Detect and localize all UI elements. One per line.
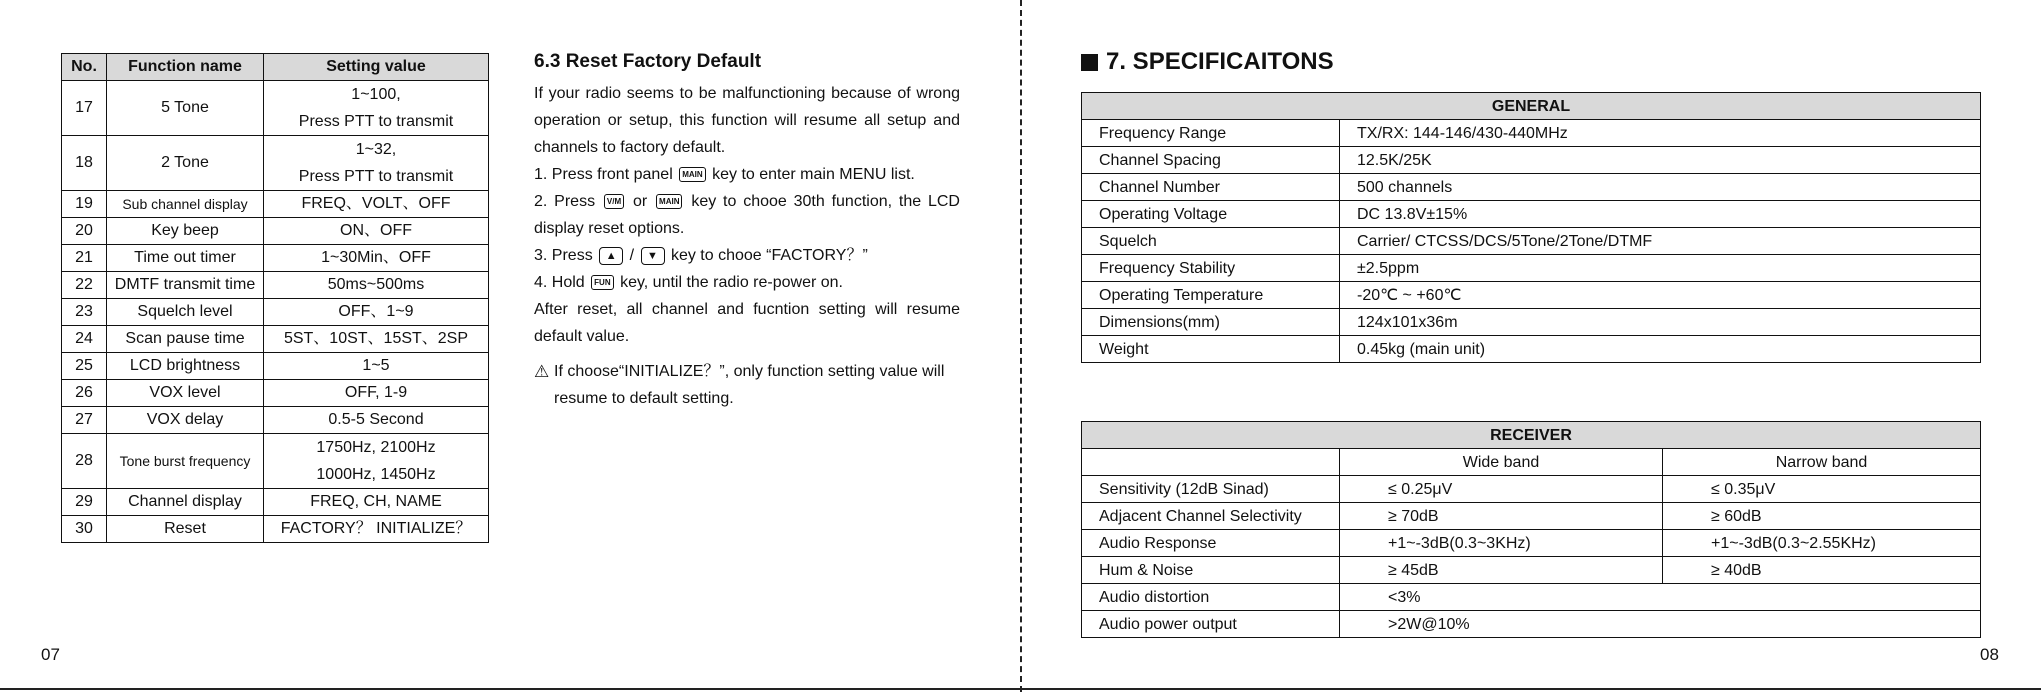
function-name: Reset [107, 516, 264, 543]
step3-separator: / [629, 247, 635, 264]
general-row [1082, 336, 1981, 363]
receiver-row [1082, 503, 1981, 530]
spec-label: Operating Temperature [1082, 282, 1340, 309]
general-row [1082, 147, 1981, 174]
reset-step-4 [534, 269, 960, 296]
function-no: 22 [62, 272, 107, 299]
reset-section [534, 50, 960, 412]
setting-value-line: OFF、1~9 [338, 303, 414, 320]
receiver-label: Sensitivity (12dB Sinad) [1082, 476, 1340, 503]
receiver-label: Audio Response [1082, 530, 1340, 557]
setting-value [264, 434, 489, 489]
vm-key-icon: V/M [604, 194, 624, 209]
spec-value: 12.5K/25K [1340, 147, 1981, 174]
receiver-row [1082, 476, 1981, 503]
up-arrow-key-icon: ▲ [599, 247, 623, 265]
spec-label: Frequency Stability [1082, 255, 1340, 282]
receiver-row [1082, 584, 1981, 611]
setting-value-line: 1~5 [362, 357, 390, 374]
function-no: 19 [62, 191, 107, 218]
function-no: 29 [62, 489, 107, 516]
setting-value [264, 245, 489, 272]
spec-label: Frequency Range [1082, 120, 1340, 147]
setting-value [264, 516, 489, 543]
main-key-icon: MAIN [679, 167, 705, 182]
reset-step-2 [534, 188, 960, 242]
table-row [62, 272, 489, 299]
setting-value-line: 0.5-5 Second [328, 411, 424, 428]
step4-text-a: 4. Hold [534, 274, 585, 291]
table-row [62, 218, 489, 245]
setting-value [264, 191, 489, 218]
receiver-narrow-band-header: Narrow band [1663, 449, 1981, 476]
receiver-label: Adjacent Channel Selectivity [1082, 503, 1340, 530]
table-row [62, 191, 489, 218]
setting-value-line: Press PTT to transmit [298, 113, 454, 130]
step3-text-a: 3. Press [534, 247, 593, 264]
general-header: GENERAL [1082, 93, 1981, 120]
setting-value-line: 5ST、10ST、15ST、2SP [283, 330, 469, 347]
step1-text-b: key to enter main MENU list. [712, 166, 915, 183]
reset-step-1 [534, 161, 960, 188]
general-row [1082, 228, 1981, 255]
page-divider [1020, 0, 1022, 692]
table-row [62, 353, 489, 380]
receiver-label: Audio power output [1082, 611, 1340, 638]
reset-title: 6.3 Reset Factory Default [534, 51, 762, 72]
function-name: Squelch level [107, 299, 264, 326]
setting-value-line: 1000Hz, 1450Hz [316, 466, 436, 483]
receiver-row [1082, 530, 1981, 557]
function-name: DMTF transmit time [107, 272, 264, 299]
setting-value [264, 218, 489, 245]
function-name: Scan pause time [107, 326, 264, 353]
table-row [62, 516, 489, 543]
receiver-wide-band-header: Wide band [1340, 449, 1663, 476]
function-no: 23 [62, 299, 107, 326]
setting-value-line: 50ms~500ms [327, 276, 425, 293]
setting-value [264, 136, 489, 191]
function-name: VOX delay [107, 407, 264, 434]
function-no: 17 [62, 81, 107, 136]
specifications-title-text: 7. SPECIFICAITONS [1106, 48, 1334, 75]
setting-value-line: 1~30Min、OFF [321, 249, 431, 266]
spec-value: Carrier/ CTCSS/DCS/5Tone/2Tone/DTMF [1340, 228, 1981, 255]
spec-value: ±2.5ppm [1340, 255, 1981, 282]
spec-value: TX/RX: 144-146/430-440MHz [1340, 120, 1981, 147]
down-arrow-key-icon: ▼ [641, 247, 665, 265]
table-row [62, 136, 489, 191]
step1-text-a: 1. Press front panel [534, 166, 673, 183]
function-table [61, 53, 489, 543]
spec-value: 500 channels [1340, 174, 1981, 201]
setting-value-line: FREQ, CH, NAME [310, 493, 442, 510]
header-function-name: Function name [107, 54, 264, 81]
receiver-wide-value: ≤ 0.25μV [1340, 476, 1663, 503]
spec-label: Operating Voltage [1082, 201, 1340, 228]
function-no: 27 [62, 407, 107, 434]
receiver-wide-value: ≥ 70dB [1340, 503, 1663, 530]
spec-label: Channel Number [1082, 174, 1340, 201]
receiver-row [1082, 611, 1981, 638]
setting-value-line: FACTORY？ INITIALIZE？ [280, 520, 472, 537]
setting-value-line: 1~32, [355, 141, 397, 158]
header-no: No. [62, 54, 107, 81]
reset-note [534, 358, 960, 412]
function-no: 25 [62, 353, 107, 380]
receiver-header: RECEIVER [1082, 422, 1981, 449]
function-table-header [62, 54, 489, 81]
setting-value-line: ON、OFF [340, 222, 412, 239]
table-row [62, 81, 489, 136]
spec-label: Dimensions(mm) [1082, 309, 1340, 336]
setting-value [264, 407, 489, 434]
specifications-title [1081, 48, 1334, 76]
spec-value: DC 13.8V±15% [1340, 201, 1981, 228]
receiver-narrow-value: ≥ 40dB [1663, 557, 1981, 584]
function-name: 2 Tone [107, 136, 264, 191]
spec-label: Channel Spacing [1082, 147, 1340, 174]
general-row [1082, 120, 1981, 147]
main-key-icon: MAIN [656, 194, 682, 209]
receiver-narrow-value: ≥ 60dB [1663, 503, 1981, 530]
table-row [62, 434, 489, 489]
spec-value: -20℃ ~ +60℃ [1340, 282, 1981, 309]
step2-text-b: or [632, 193, 648, 210]
function-name: Channel display [107, 489, 264, 516]
reset-note-text: If choose“INITIALIZE？”, only function setting value will resume to default setting. [554, 363, 945, 407]
page-number-right: 08 [1980, 645, 1999, 664]
receiver-narrow-value: ≤ 0.35μV [1663, 476, 1981, 503]
general-row [1082, 201, 1981, 228]
function-name: LCD brightness [107, 353, 264, 380]
general-row [1082, 174, 1981, 201]
step2-text-a: 2. Press [534, 193, 596, 210]
setting-value [264, 380, 489, 407]
receiver-spec-table [1081, 421, 1981, 638]
table-row [62, 245, 489, 272]
receiver-wide-value: ≥ 45dB [1340, 557, 1663, 584]
header-setting-value: Setting value [264, 54, 489, 81]
setting-value-line: Press PTT to transmit [298, 168, 454, 185]
setting-value [264, 326, 489, 353]
step2-text-c: key to chooe 30th function, the LCD display reset options. [534, 193, 960, 237]
setting-value [264, 353, 489, 380]
page-number-left: 07 [41, 645, 60, 664]
setting-value [264, 272, 489, 299]
table-row [62, 407, 489, 434]
black-square-icon [1081, 54, 1098, 71]
table-row [62, 380, 489, 407]
receiver-value: <3% [1340, 584, 1981, 611]
function-no: 30 [62, 516, 107, 543]
setting-value [264, 81, 489, 136]
setting-value [264, 489, 489, 516]
general-row [1082, 309, 1981, 336]
fun-key-icon: FUN [591, 275, 613, 290]
setting-value-line: FREQ、VOLT、OFF [301, 195, 451, 212]
table-row [62, 299, 489, 326]
function-no: 26 [62, 380, 107, 407]
setting-value-line: 1~100, [351, 86, 401, 103]
general-row [1082, 282, 1981, 309]
function-no: 28 [62, 434, 107, 489]
receiver-label: Audio distortion [1082, 584, 1340, 611]
table-row [62, 326, 489, 353]
setting-value-line: 1750Hz, 2100Hz [316, 439, 436, 456]
reset-intro: If your radio seems to be malfunctioning because of wrong operation or setup, this function will resume all setup and channels to factory default. [534, 85, 960, 156]
warning-icon: ⚠ [534, 362, 550, 381]
setting-value-line: OFF, 1-9 [344, 384, 408, 401]
function-no: 20 [62, 218, 107, 245]
function-no: 24 [62, 326, 107, 353]
function-name: VOX level [107, 380, 264, 407]
spec-value: 124x101x36m [1340, 309, 1981, 336]
receiver-blank-header [1082, 449, 1340, 476]
step3-text-b: key to chooe “FACTORY？” [670, 247, 868, 264]
receiver-narrow-value: +1~-3dB(0.3~2.55KHz) [1663, 530, 1981, 557]
receiver-value: >2W@10% [1340, 611, 1981, 638]
function-name: 5 Tone [107, 81, 264, 136]
table-row [62, 489, 489, 516]
receiver-wide-value: +1~-3dB(0.3~3KHz) [1340, 530, 1663, 557]
spec-value: 0.45kg (main unit) [1340, 336, 1981, 363]
bottom-rule [0, 688, 2041, 690]
function-no: 21 [62, 245, 107, 272]
spec-label: Weight [1082, 336, 1340, 363]
receiver-row [1082, 557, 1981, 584]
general-row [1082, 255, 1981, 282]
receiver-label: Hum & Noise [1082, 557, 1340, 584]
reset-after: After reset, all channel and fucntion setting will resume default value. [534, 301, 960, 345]
general-spec-table [1081, 92, 1981, 363]
function-no: 18 [62, 136, 107, 191]
function-name: Time out timer [107, 245, 264, 272]
function-name: Sub channel display [107, 191, 264, 218]
function-name: Key beep [107, 218, 264, 245]
step4-text-b: key, until the radio re-power on. [620, 274, 843, 291]
function-name: Tone burst frequency [107, 434, 264, 489]
setting-value [264, 299, 489, 326]
spec-label: Squelch [1082, 228, 1340, 255]
reset-step-3 [534, 242, 960, 269]
